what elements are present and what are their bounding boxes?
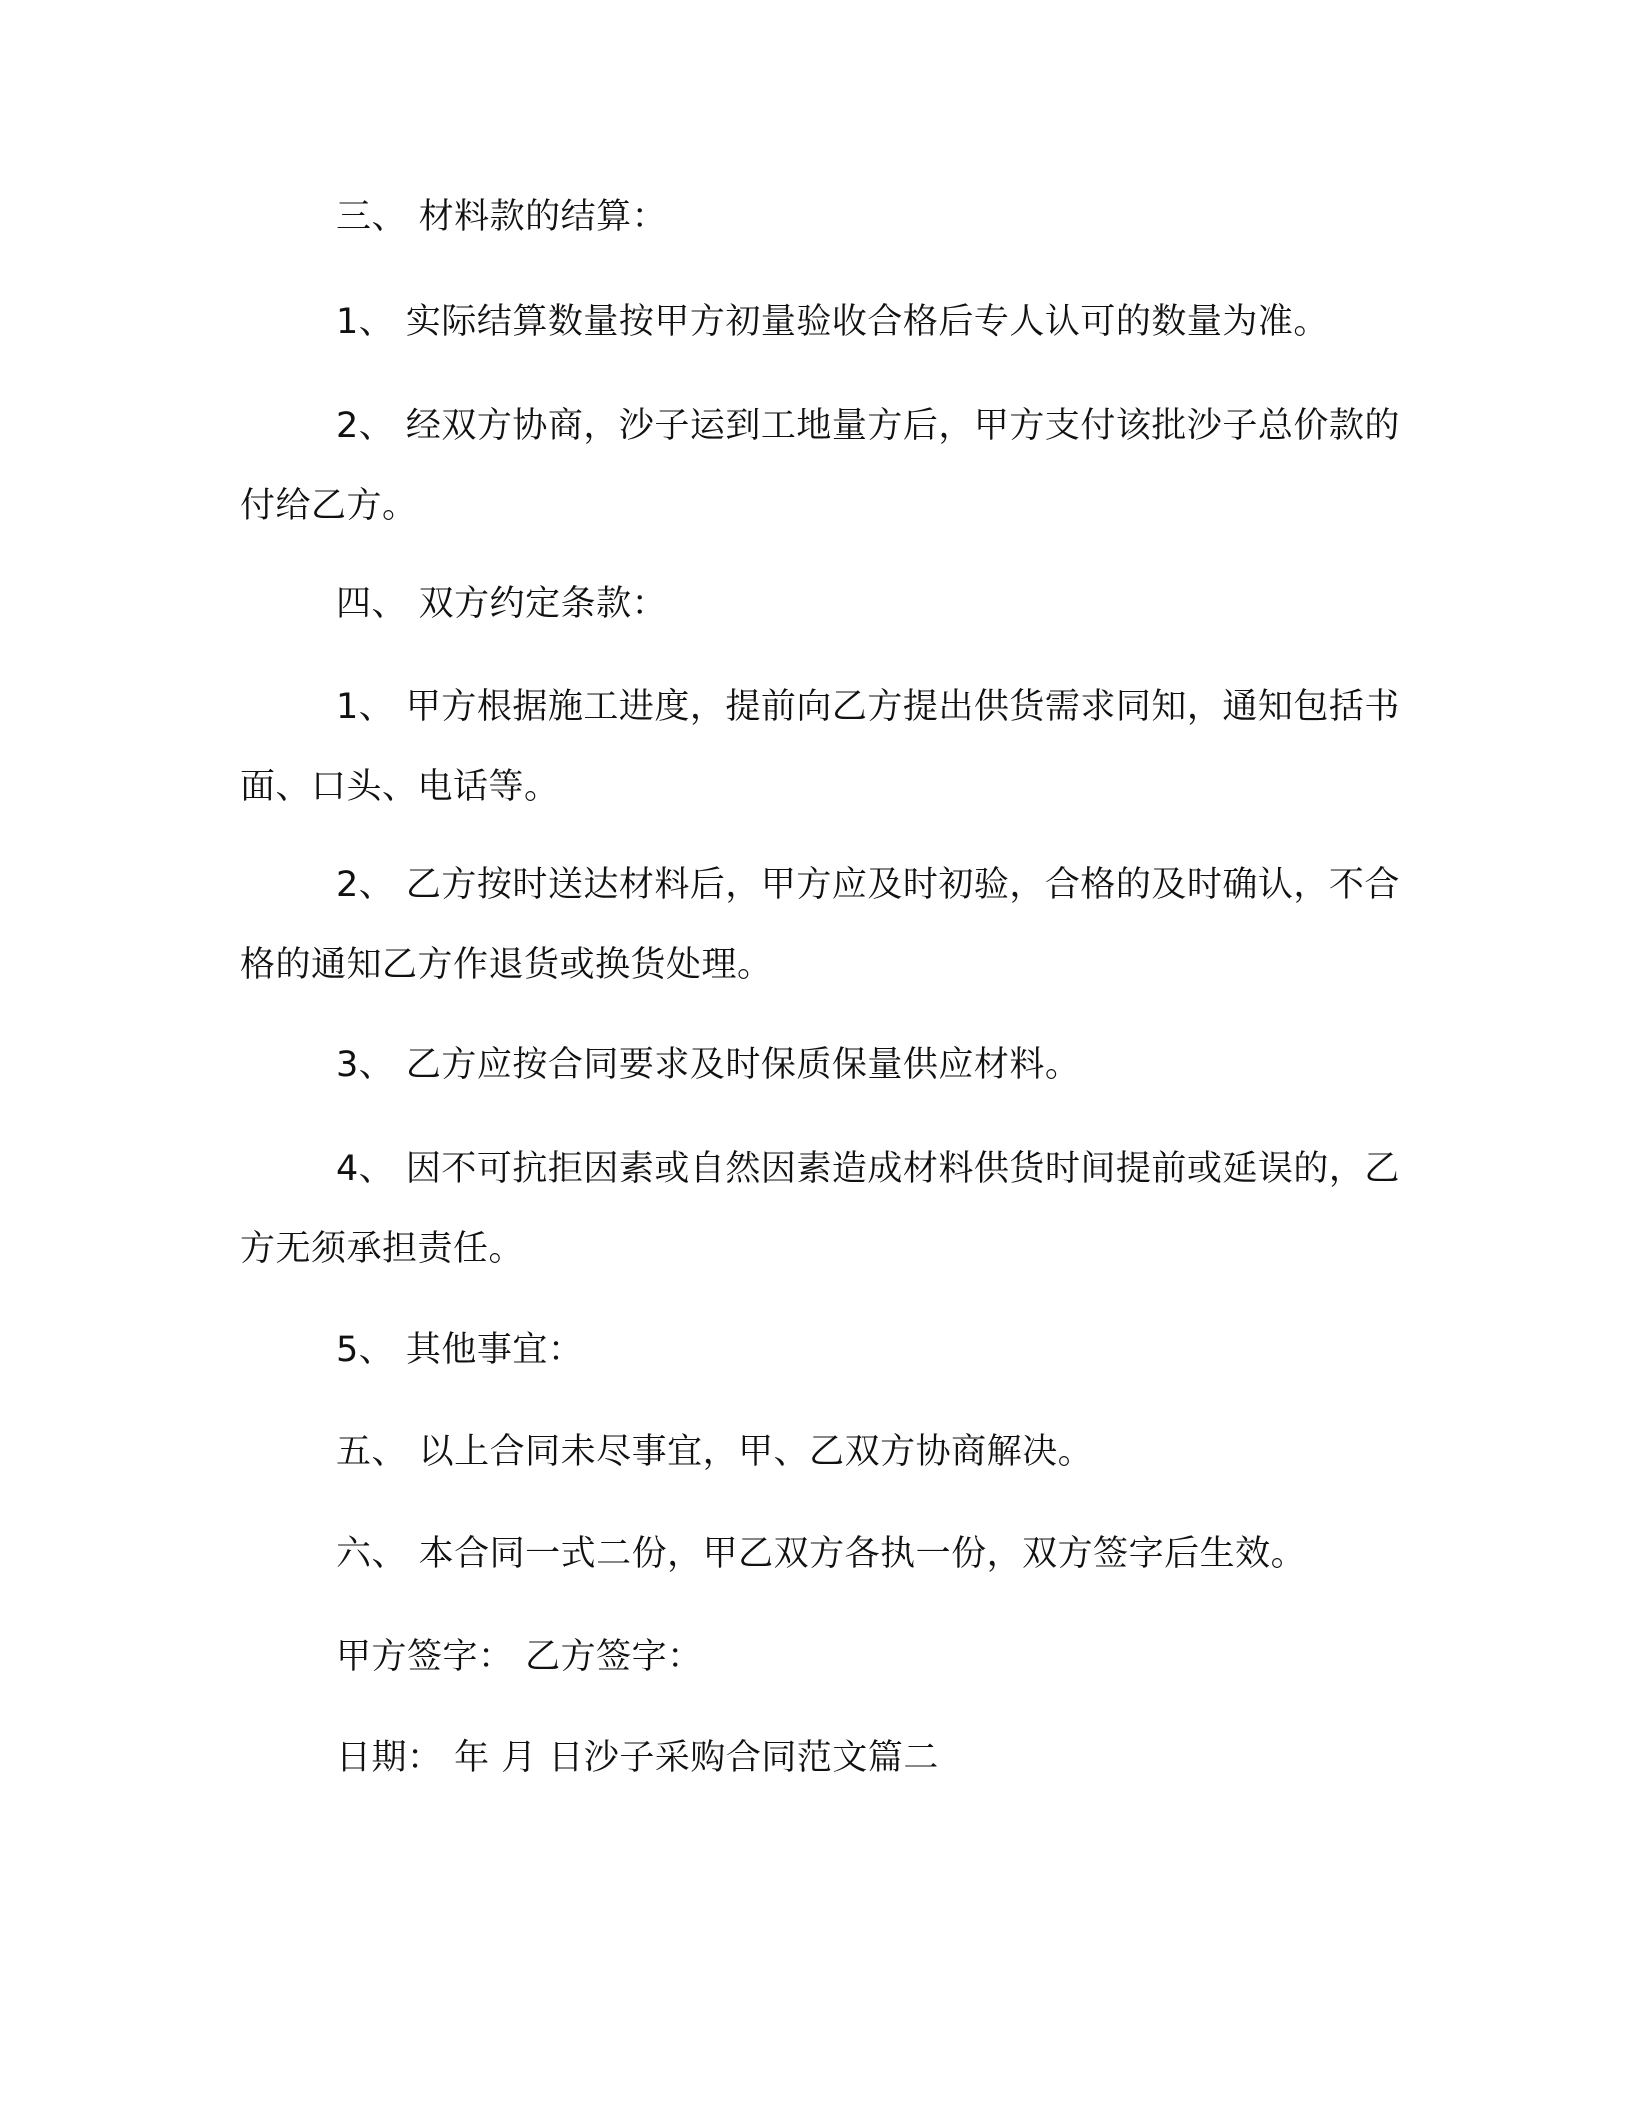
- signature-line: 甲方签字： 乙方签字：: [336, 1637, 703, 1677]
- section-3-heading: 三、 材料款的结算：: [336, 197, 668, 237]
- section-5: 五、 以上合同未尽事宜，甲、乙双方协商解决。: [336, 1432, 1094, 1472]
- date-line: 日期： 年 月 日沙子采购合同范文篇二: [336, 1738, 939, 1778]
- clause-4-4: 4、 因不可抗拒因素或自然因素造成材料供货时间提前或延误的，乙方无须承担责任。: [240, 1149, 1400, 1269]
- clause-4-2: 2、 乙方按时送达材料后，甲方应及时初验，合格的及时确认，不合格的通知乙方作退货或换货处理。: [240, 865, 1400, 985]
- clause-4-1: 1、 甲方根据施工进度，提前向乙方提出供货需求同知，通知包括书面、口头、电话等。: [240, 687, 1400, 807]
- section-6: 六、 本合同一式二份，甲乙双方各执一份，双方签字后生效。: [336, 1534, 1307, 1574]
- clause-4-3: 3、 乙方应按合同要求及时保质保量供应材料。: [336, 1045, 1081, 1085]
- section-4-heading: 四、 双方约定条款：: [336, 584, 668, 624]
- clause-3-2: 2、 经双方协商，沙子运到工地量方后，甲方支付该批沙子总价款的 付给乙方。: [240, 406, 1400, 526]
- clause-4-5: 5、 其他事宜：: [336, 1330, 584, 1370]
- clause-3-1: 1、 实际结算数量按甲方初量验收合格后专人认可的数量为准。: [336, 302, 1329, 342]
